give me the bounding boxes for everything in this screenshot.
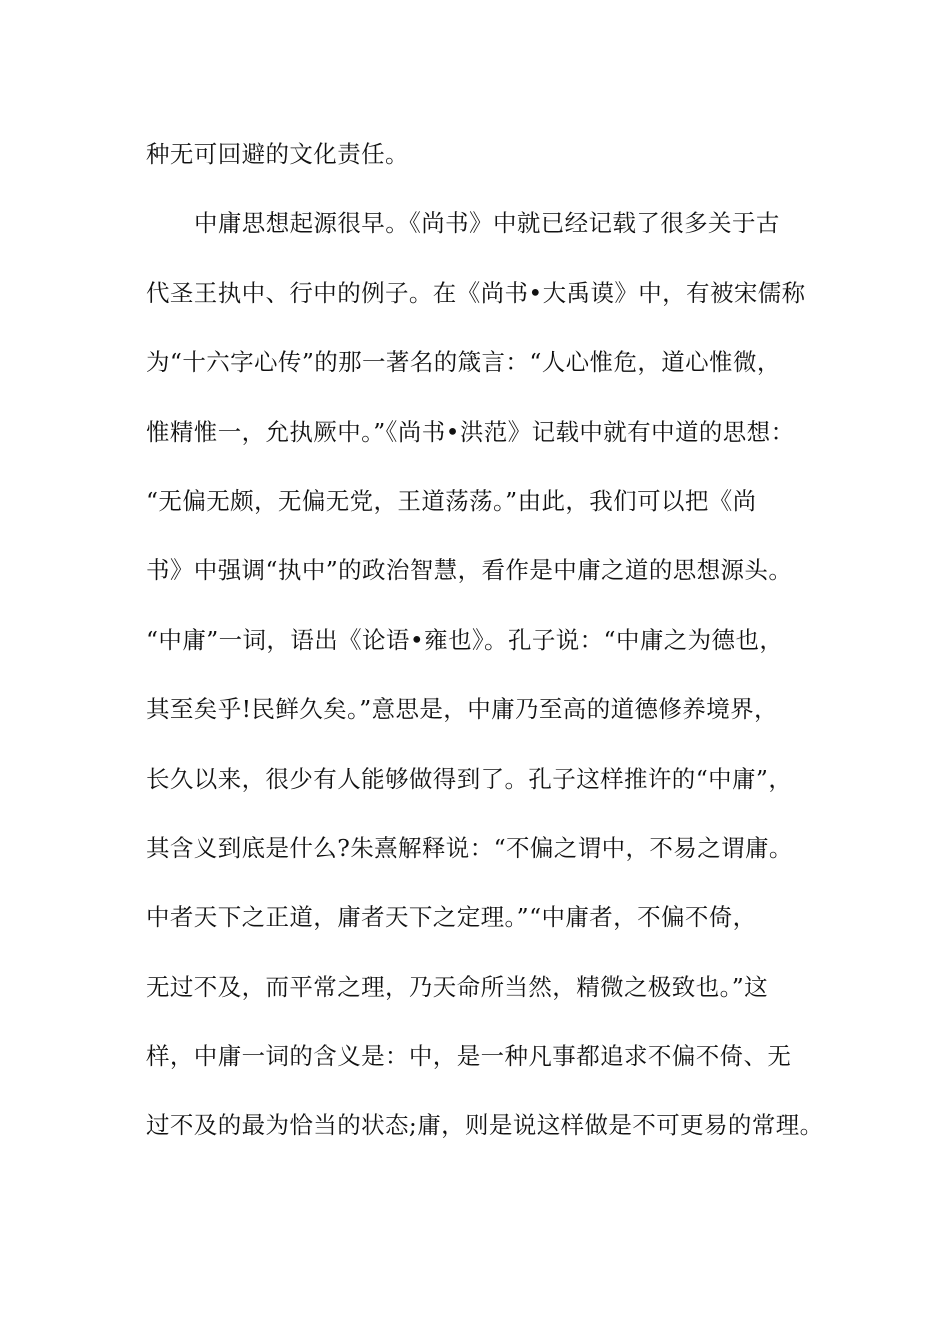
text-line: 中者天下之正道，庸者天下之定理。”“中庸者，不偏不倚，	[146, 903, 757, 932]
text-line: 惟精惟一，允执厥中。”《尚书•洪范》记载中就有中道的思想：	[146, 417, 795, 446]
text-line: 无过不及，而平常之理，乃天命所当然，精微之极致也。”这	[146, 972, 769, 1001]
text-line: 代圣王执中、行中的例子。在《尚书•大禹谟》中，有被宋儒称	[146, 278, 806, 307]
text-line: 长久以来，很少有人能够做得到了。孔子这样推许的“中庸”，	[146, 764, 793, 793]
text-line: “无偏无颇，无偏无党，王道荡荡。”由此，我们可以把《尚	[146, 486, 757, 515]
text-line: “中庸”一词，语出《论语•雍也》。孔子说：“中庸之为德也，	[146, 625, 784, 654]
text-line: 其含义到底是什么?朱熹解释说：“不偏之谓中，不易之谓庸。	[146, 833, 793, 862]
text-line: 为“十六字心传”的那一著名的箴言：“人心惟危，道心惟微，	[146, 348, 781, 377]
body-text	[146, 130, 826, 1171]
text-line: 书》中强调“执中”的政治智慧，看作是中庸之道的思想源头。	[146, 556, 793, 585]
text-line: 种无可回避的文化责任。	[146, 140, 409, 168]
text-line: 其至矣乎!民鲜久矣。”意思是，中庸乃至高的道德修养境界，	[146, 695, 778, 724]
text-line: 中庸思想起源很早。《尚书》中就已经记载了很多关于古	[194, 209, 780, 238]
text-line: 过不及的最为恰当的状态;庸，则是说这样做是不可更易的常理。	[146, 1111, 824, 1140]
text-line: 样，中庸一词的含义是：中，是一种凡事都追求不偏不倚、无	[146, 1042, 792, 1071]
